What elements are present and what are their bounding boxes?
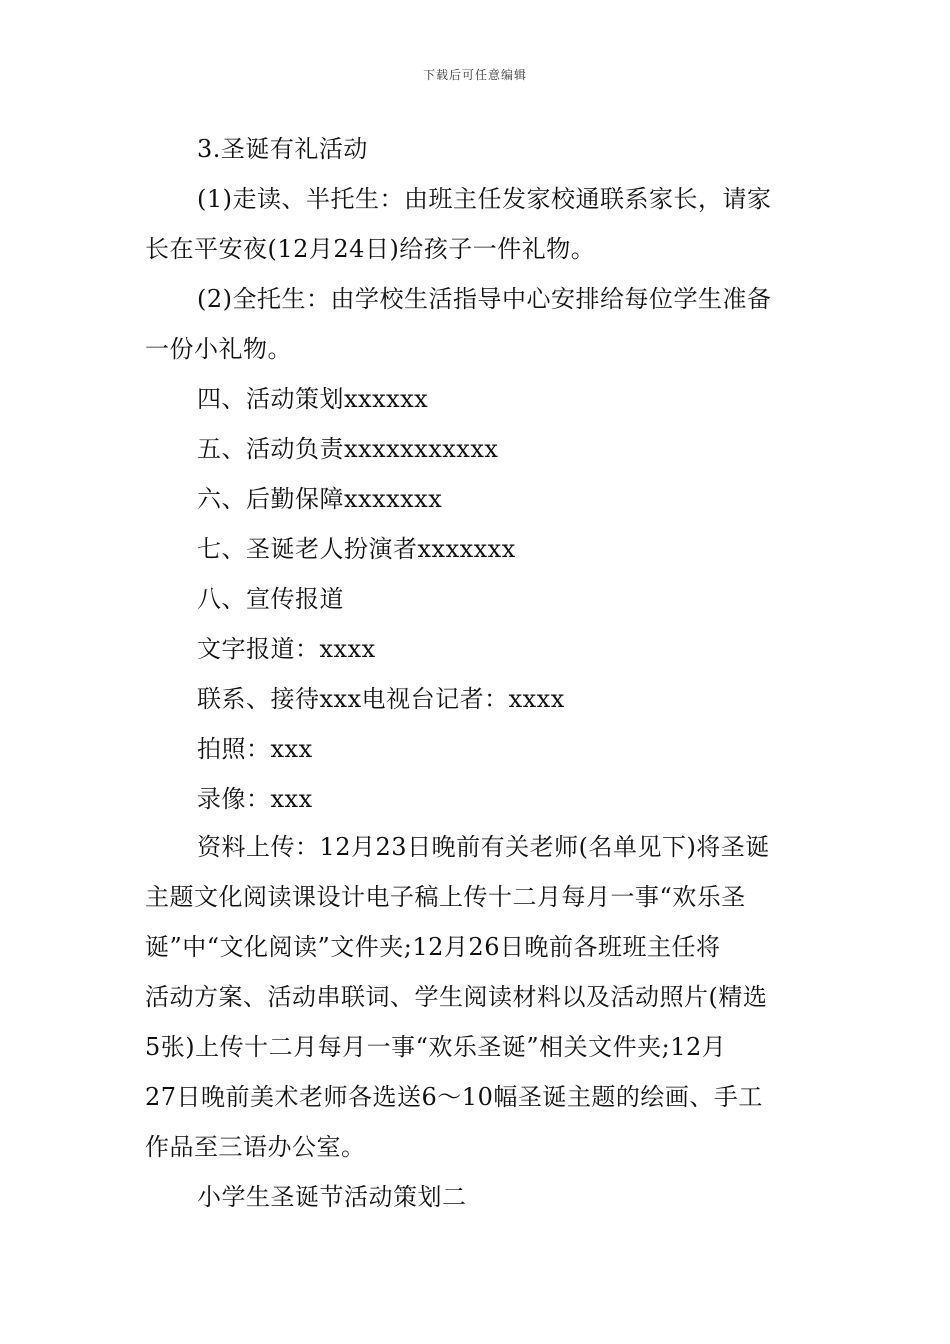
- paragraph-line: 一份小礼物。: [145, 335, 292, 363]
- paragraph-line: 拍照：xxx: [197, 735, 313, 763]
- section-heading-gift-activity: 3.圣诞有礼活动: [197, 135, 368, 163]
- paragraph-line: 资料上传：12月23日晚前有关老师(名单见下)将圣诞: [197, 833, 770, 861]
- paragraph-line: (2)全托生：由学校生活指导中心安排给每位学生准备: [197, 285, 772, 313]
- paragraph-line: 录像：xxx: [197, 785, 313, 813]
- paragraph-line: 活动方案、活动串联词、学生阅读材料以及活动照片(精选: [145, 983, 768, 1011]
- section-heading-planning: 四、活动策划xxxxxx: [197, 385, 429, 413]
- paragraph-line: 联系、接待xxx电视台记者：xxxx: [197, 685, 565, 713]
- paragraph-line: 5张)上传十二月每月一事“欢乐圣诞”相关文件夹;12月: [145, 1033, 727, 1061]
- section-heading-publicity: 八、宣传报道: [197, 585, 344, 613]
- paragraph-line: 诞”中“文化阅读”文件夹;12月26日晚前各班班主任将: [145, 933, 721, 961]
- paragraph-line: 文字报道：xxxx: [197, 635, 376, 663]
- paragraph-line: 长在平安夜(12月24日)给孩子一件礼物。: [145, 235, 596, 263]
- paragraph-line: (1)走读、半托生：由班主任发家校通联系家长，请家: [197, 185, 772, 213]
- paragraph-line: 作品至三语办公室。: [145, 1133, 366, 1161]
- section-heading-logistics: 六、后勤保障xxxxxxx: [197, 485, 443, 513]
- paragraph-line: 27日晚前美术老师各选送6～10幅圣诞主题的绘画、手工: [145, 1083, 763, 1111]
- paragraph-line: 主题文化阅读课设计电子稿上传十二月每月一事“欢乐圣: [145, 883, 746, 911]
- section-heading-santa: 七、圣诞老人扮演者xxxxxxx: [197, 535, 516, 563]
- header-note: 下载后可任意编辑: [422, 68, 527, 82]
- section-heading-responsible: 五、活动负责xxxxxxxxxxx: [197, 435, 499, 463]
- next-section-title: 小学生圣诞节活动策划二: [197, 1183, 467, 1211]
